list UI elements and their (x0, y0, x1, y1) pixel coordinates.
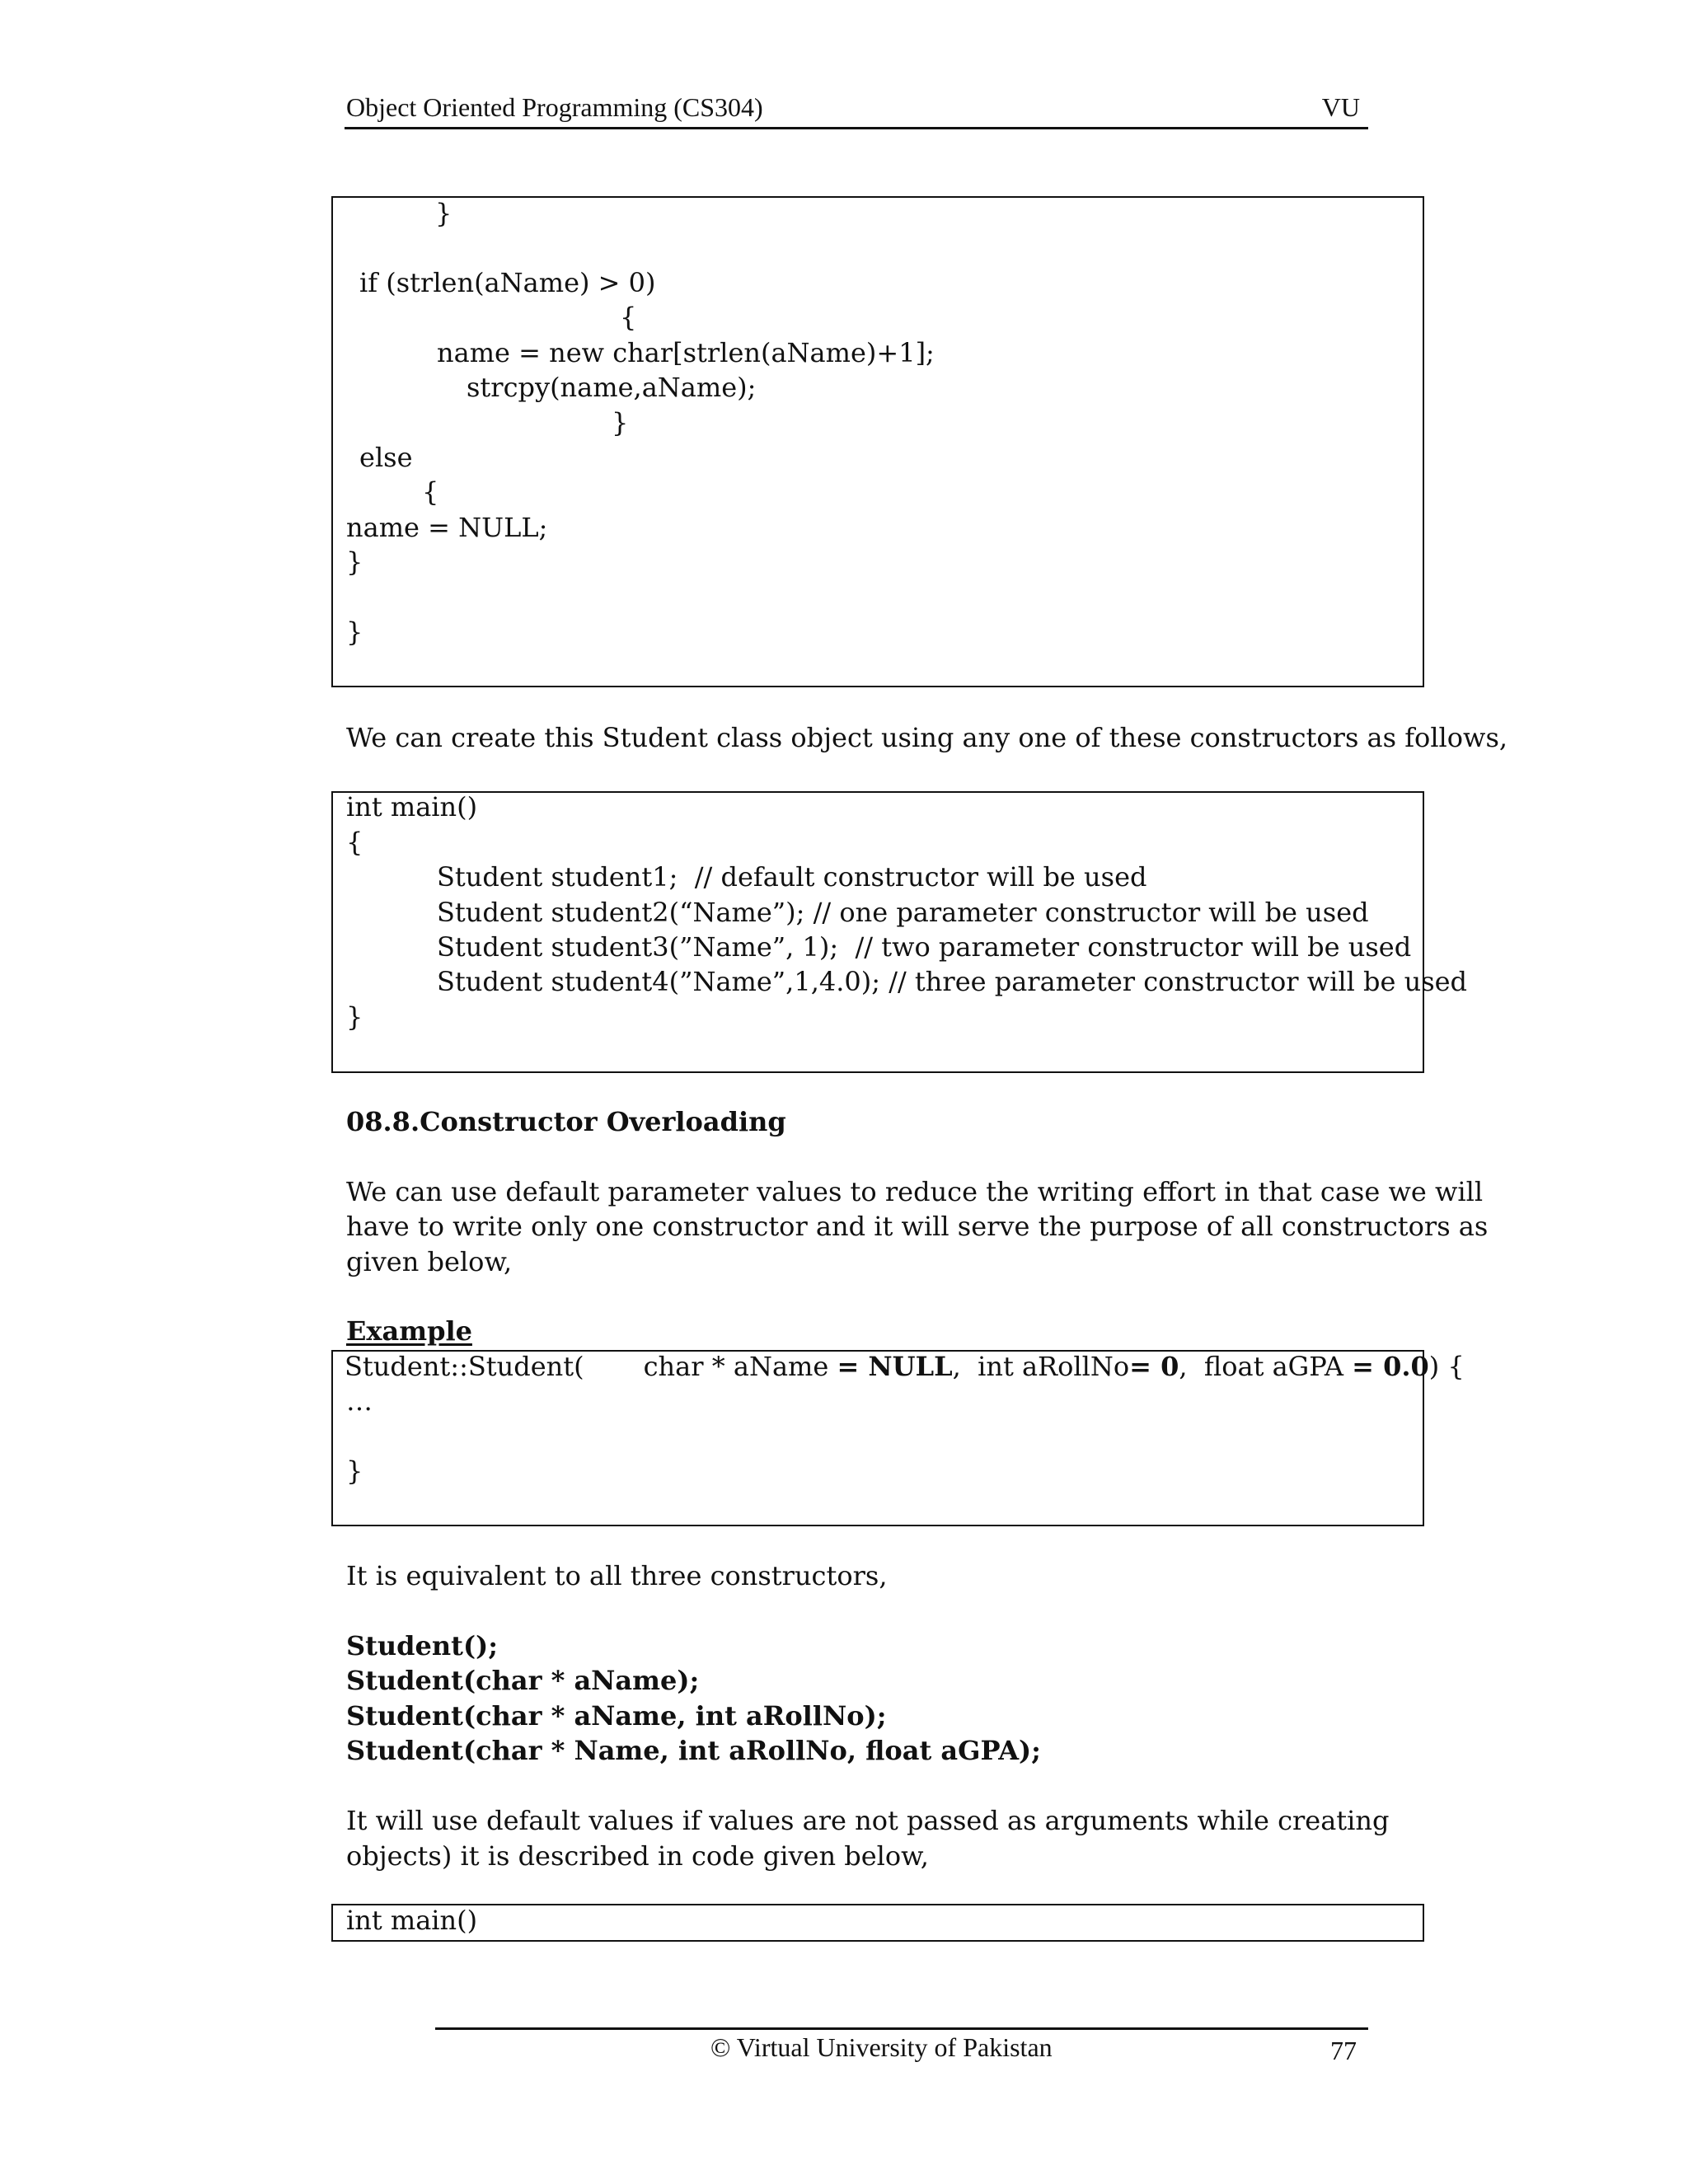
section-paragraph-line: have to write only one constructor and it will serve the purpose of all constructors as (346, 1211, 1489, 1242)
signature-end: ) { (1428, 1351, 1465, 1382)
example-label: Example (346, 1315, 472, 1347)
constructor-declaration: Student(char * Name, int aRollNo, float aGPA); (346, 1735, 1041, 1766)
institution-abbrev: VU (1321, 92, 1360, 122)
code-line: { (422, 476, 439, 508)
signature-param3: , float aGPA (1179, 1351, 1353, 1382)
section-paragraph-line: given below, (346, 1246, 513, 1277)
constructor-signature (345, 1351, 1465, 1382)
code-line: name = NULL; (346, 512, 548, 543)
code-line: Student student3(”Name”, 1); // two parameter constructor will be used (437, 931, 1412, 963)
code-line: Student student1; // default constructor will be used (437, 861, 1147, 893)
constructor-declaration: Student(char * aName, int aRollNo); (346, 1700, 887, 1732)
code-line: if (strlen(aName) > 0) (359, 267, 656, 298)
code-line: } (346, 616, 363, 648)
code-line: else (359, 442, 413, 473)
section-paragraph-line: We can use default parameter values to reduce the writing effort in that case we will (346, 1176, 1484, 1207)
code-line: } (346, 1455, 363, 1487)
signature-param2: , int aRollNo (952, 1351, 1130, 1382)
code-line: } (612, 407, 629, 438)
code-line: { (620, 302, 637, 333)
constructor-declaration: Student(); (346, 1630, 499, 1661)
code-line: } (346, 546, 363, 578)
constructor-declaration: Student(char * aName); (346, 1665, 700, 1696)
code-block-main-start (331, 1904, 1424, 1942)
code-line: } (435, 198, 452, 229)
signature-default2: = 0 (1129, 1351, 1179, 1382)
course-title: Object Oriented Programming (CS304) (346, 92, 763, 122)
default-values-paragraph-line: It will use default values if values are not passed as arguments while creating (346, 1805, 1390, 1836)
code-line: name = new char[strlen(aName)+1]; (437, 337, 935, 368)
code-line: } (346, 1001, 363, 1033)
signature-start: Student::Student( (345, 1351, 584, 1382)
signature-default1: = NULL (837, 1351, 953, 1382)
section-heading: 08.8.Constructor Overloading (346, 1106, 786, 1137)
code-line: strcpy(name,aName); (467, 372, 757, 403)
page-number: 77 (1330, 2036, 1357, 2065)
code-ellipsis: … (346, 1385, 373, 1417)
code-line: Student student4(”Name”,1,4.0); // three parameter constructor will be used (437, 966, 1468, 997)
equivalence-intro: It is equivalent to all three constructors, (346, 1560, 888, 1591)
signature-default3: = 0.0 (1352, 1351, 1429, 1382)
intro-paragraph: We can create this Student class object using any one of these constructors as follows, (346, 722, 1508, 753)
code-line: int main() (346, 791, 478, 823)
code-line: Student student2(“Name”); // one parameter constructor will be used (437, 897, 1369, 928)
page-header (345, 89, 1368, 129)
footer-rule (435, 2027, 1368, 2030)
signature-param1: char * aName (643, 1351, 837, 1382)
code-line: { (346, 827, 363, 858)
code-line: int main() (346, 1905, 478, 1936)
footer-copyright: © Virtual University of Pakistan (710, 2032, 1053, 2062)
default-values-paragraph-line: objects) it is described in code given below, (346, 1840, 929, 1872)
